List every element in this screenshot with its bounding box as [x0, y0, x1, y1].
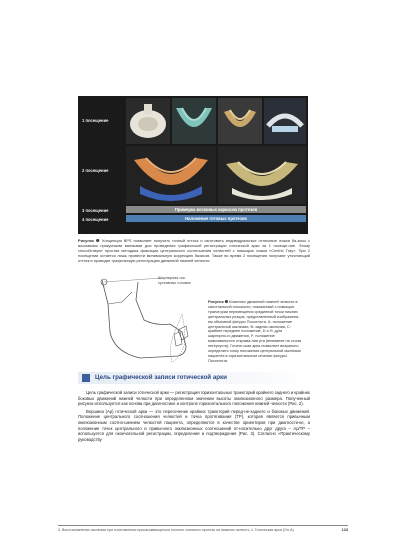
row-label-visit-1: 1 посещение — [82, 118, 109, 123]
figure-2-text: Комплекс движений нижней челюсти в сагиттальной плоскости, показанный с помощью траектории перемещения срединной точки нижних центральных резцов, представленный изображени-ем объемной фигуры Посселъта. А: положение центральной окклюзии, В: задняя окклюзия, С: крайнее переднее положение, D и Н: дуга шарнирно-го движения, F: положение максимального открыва-ния рта (внимание на стопы петергуста). Готиче-ская арка позволяет визуально определить точку положения центральной окклюзии пациента в горизонтальном сечении фигуры Посселъта. — [208, 300, 302, 363]
gothic-arch-record-illustration — [218, 146, 306, 204]
wax-rim-illustration — [126, 146, 216, 204]
impression-tray-illustration — [126, 98, 170, 144]
figure-1-text: Концепция BPS позволяет получить точный оттиск и изготовить индивидуальные оттискные ложки ба-зисы с восковыми прикусными валиками для проведения графической регистрации готической арки за 1 посеще-ние. Этому способствуют простая методика фиксации центрального соотношения челюстей с помощью ложки «Centric Tray». При 2 посещении остается лишь провести минимальную коррекцию базисов. Также во время 2 посещения получают уточняющий оттиск и проводят графическую регистрацию движений нижней челюсти. — [78, 238, 311, 264]
banner-denture-delivery: Наложение готовых протезов — [126, 215, 306, 222]
hinge-axis-label: Шарнирная ось суставных головок — [158, 276, 191, 285]
page-number: 123 — [341, 528, 348, 532]
photo-grid — [78, 96, 308, 234]
photo-gold-tray — [218, 98, 262, 144]
section-heading — [78, 372, 310, 384]
green-tray-illustration — [172, 98, 216, 144]
row-label-visit-3: 3 посещение — [82, 208, 109, 213]
body-text — [78, 390, 310, 444]
hinge-axis-leader — [104, 278, 162, 282]
figure-2-lead: Рисунок ❷ — [208, 300, 229, 304]
figure-1-lead: Рисунок ❶ — [78, 238, 101, 243]
posselt-figure — [170, 314, 184, 362]
footer-rule — [58, 525, 348, 526]
figure-2-caption — [208, 300, 302, 364]
row-label-visit-2: 2 посещение — [82, 168, 109, 173]
articulator-tray-illustration — [264, 98, 306, 144]
body-paragraph-2: Вершина (Ар) готической арки — это пересечение крайних траекторий перед-не-заднего и боковых движений. Положение центрального соотношения челюстей и точка протягивания (ТР), которая является привычным окклюзионным соотно-шением челюстей пациента, определяются в качестве ориентиров при диагности-ке, а положение точек центрального и привычного окклюзионных соотношений от-носительно друг друга – Ар/ТР – используется для окончательной регистрации, определения и подтверждения (Рис. 3). Согласно «Практическому руководству — [78, 408, 310, 442]
banner-wax-tryin: Примерка восковых каркасов протезов — [126, 206, 306, 213]
photo-articulator-tray — [264, 98, 306, 144]
row-label-visit-4: 4 посещение — [82, 217, 109, 222]
photo-gothic-arch-record — [218, 146, 306, 204]
mandible-outline — [101, 279, 186, 358]
section-marker-icon — [82, 374, 90, 382]
page-footer — [58, 525, 348, 535]
body-paragraph-1: Цель графической записи готической арки — регистрация горизонтальных траекторий крайнего заднего и крайних боковых движений нижней челюсти при определенном значении высоты окклюзионного размера. Полученный рисунок используется как основа при диагностике и контроле горизонтального положения нижней челюсти (Рис. 2). — [78, 390, 311, 407]
figure-1-caption — [78, 238, 310, 263]
gold-tray-illustration — [218, 98, 262, 144]
photo-green-tray — [172, 98, 216, 144]
footer-running-title: 3. Восстановление окклюзии при изготовлении присасывающегося полного съемного протеза на нижнюю челюсть ① Готическая арка (Gn-A) — [58, 528, 294, 532]
photo-impression-tray — [126, 98, 170, 144]
mandible-diagram — [82, 274, 204, 366]
section-title: Цель графической записи готической арки — [95, 374, 227, 381]
photo-wax-rim — [126, 146, 216, 204]
incisor-teeth — [174, 326, 188, 346]
